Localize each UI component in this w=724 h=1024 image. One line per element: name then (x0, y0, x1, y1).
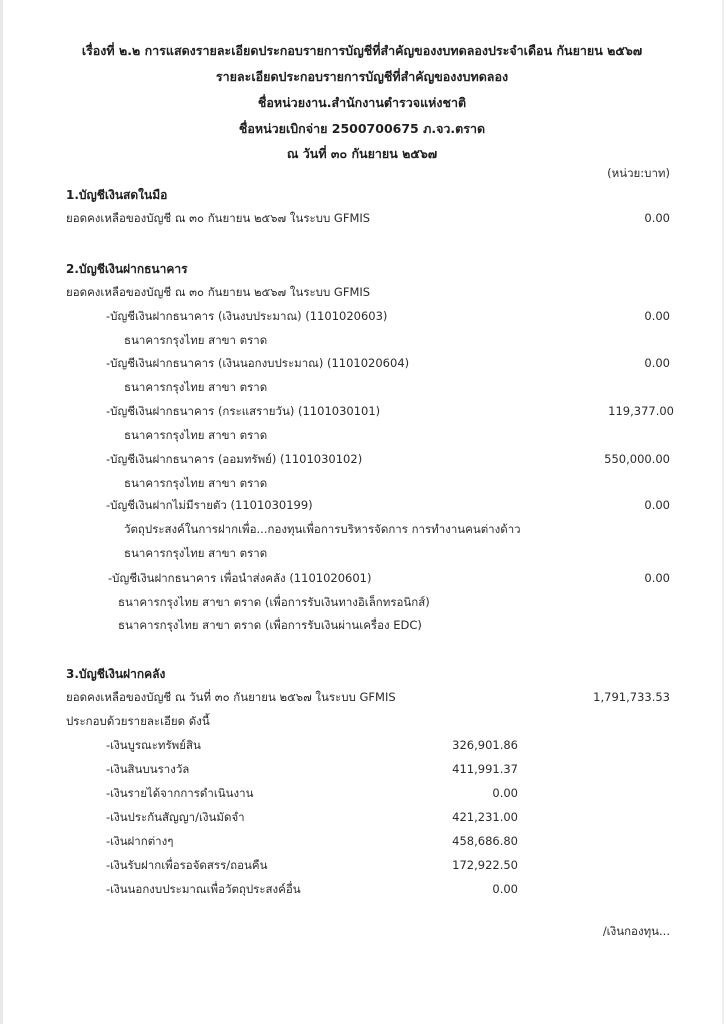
bank-account-label: -บัญชีเงินฝากธนาคาร (เงินงบประมาณ) (1101020603) (106, 309, 388, 323)
document-title: เรื่องที่ ๒.๒ การแสดงรายละเอียดประกอบรายการบัญชีที่สำคัญของงบทดลองประจำเดือน กันยายน ๒๕๖๗ (81, 43, 643, 58)
bank-branch: ธนาคารกรุงไทย สาขา ตราด (124, 333, 268, 347)
section-2-balance-line: ยอดคงเหลือของบัญชี ณ ๓๐ กันยายน ๒๕๖๗ ในระบบ GFMIS (66, 285, 371, 299)
disbursement-unit: ชื่อหน่วยเบิกจ่าย 2500700675 ภ.จว.ตราด (238, 121, 486, 136)
section-3-title: 3.บัญชีเงินฝากคลัง (66, 667, 166, 681)
section-1-amount: 0.00 (644, 211, 670, 225)
bank-branch: ธนาคารกรุงไทย สาขา ตราด (124, 546, 268, 560)
bank-branch: ธนาคารกรุงไทย สาขา ตราด (124, 476, 268, 490)
agency-name: ชื่อหน่วยงาน.สำนักงานตำรวจแห่งชาติ (257, 95, 467, 110)
section-3-balance-line: ยอดคงเหลือของบัญชี ณ วันที่ ๓๐ กันยายน ๒๕๖๗ ในระบบ GFMIS (66, 690, 396, 704)
treasury-item-label: -เงินนอกงบประมาณเพื่อวัตถุประสงค์อื่น (106, 882, 301, 896)
treasury-item-label: -เงินรายได้จากการดำเนินงาน (106, 786, 254, 800)
section-3-detail-label: ประกอบด้วยรายละเอียด ดังนี้ (66, 714, 210, 728)
treasury-item-label: -เงินบูรณะทรัพย์สิน (106, 738, 201, 752)
treasury-item-amount: 326,901.86 (452, 738, 518, 752)
bank-branch: ธนาคารกรุงไทย สาขา ตราด (เพื่อการรับเงินผ่านเครื่อง EDC) (118, 618, 422, 632)
unit-label: (หน่วย:บาท) (607, 166, 670, 180)
treasury-item-amount: 0.00 (492, 786, 518, 800)
as-of-date: ณ วันที่ ๓๐ กันยายน ๒๕๖๗ (286, 146, 438, 161)
bank-account-label: -บัญชีเงินฝากธนาคาร (ออมทรัพย์) (1101030102) (106, 452, 363, 466)
treasury-item-amount: 0.00 (492, 882, 518, 896)
section-3-amount: 1,791,733.53 (593, 690, 670, 704)
continued-marker: /เงินกองทุน... (602, 924, 670, 938)
bank-account-amount: 0.00 (644, 498, 670, 512)
deposit-purpose: วัตถุประสงค์ในการฝากเพื่อ...กองทุนเพื่อการบริหารจัดการ การทำงานคนต่างด้าว (124, 522, 521, 536)
treasury-item-amount: 458,686.80 (452, 834, 518, 848)
treasury-item-label: -เงินรับฝากเพื่อรอจัดสรร/ถอนคืน (106, 858, 268, 872)
section-1-title: 1.บัญชีเงินสดในมือ (66, 188, 168, 202)
bank-account-amount: 0.00 (644, 356, 670, 370)
section-1-balance-line: ยอดคงเหลือของบัญชี ณ ๓๐ กันยายน ๒๕๖๗ ในระบบ GFMIS (66, 211, 371, 225)
bank-branch: ธนาคารกรุงไทย สาขา ตราด (124, 428, 268, 442)
bank-account-label: -บัญชีเงินฝากไม่มีรายตัว (1101030199) (106, 498, 313, 512)
bank-account-amount: 0.00 (644, 309, 670, 323)
bank-account-amount: 0.00 (644, 571, 670, 585)
treasury-item-label: -เงินสินบนรางวัล (106, 762, 190, 776)
bank-branch: ธนาคารกรุงไทย สาขา ตราด (เพื่อการรับเงินทางอิเล็กทรอนิกส์) (118, 595, 430, 609)
bank-account-amount: 119,377.00 (608, 404, 674, 418)
treasury-item-label: -เงินประกันสัญญา/เงินมัดจำ (106, 810, 245, 824)
document-subtitle: รายละเอียดประกอบรายการบัญชีที่สำคัญของงบทดลอง (215, 69, 509, 84)
section-2-title: 2.บัญชีเงินฝากธนาคาร (66, 262, 188, 276)
bank-account-label: -บัญชีเงินฝากธนาคาร (กระแสรายวัน) (1101030101) (106, 404, 381, 418)
treasury-item-amount: 421,231.00 (452, 810, 518, 824)
treasury-item-amount: 411,991.37 (452, 762, 518, 776)
bank-branch: ธนาคารกรุงไทย สาขา ตราด (124, 380, 268, 394)
bank-account-label: -บัญชีเงินฝากธนาคาร (เงินนอกงบประมาณ) (1101020604) (106, 356, 410, 370)
treasury-item-amount: 172,922.50 (452, 858, 518, 872)
bank-account-label: -บัญชีเงินฝากธนาคาร เพื่อนำส่งคลัง (1101020601) (108, 571, 372, 585)
treasury-item-label: -เงินฝากต่างๆ (106, 834, 174, 848)
bank-account-amount: 550,000.00 (604, 452, 670, 466)
